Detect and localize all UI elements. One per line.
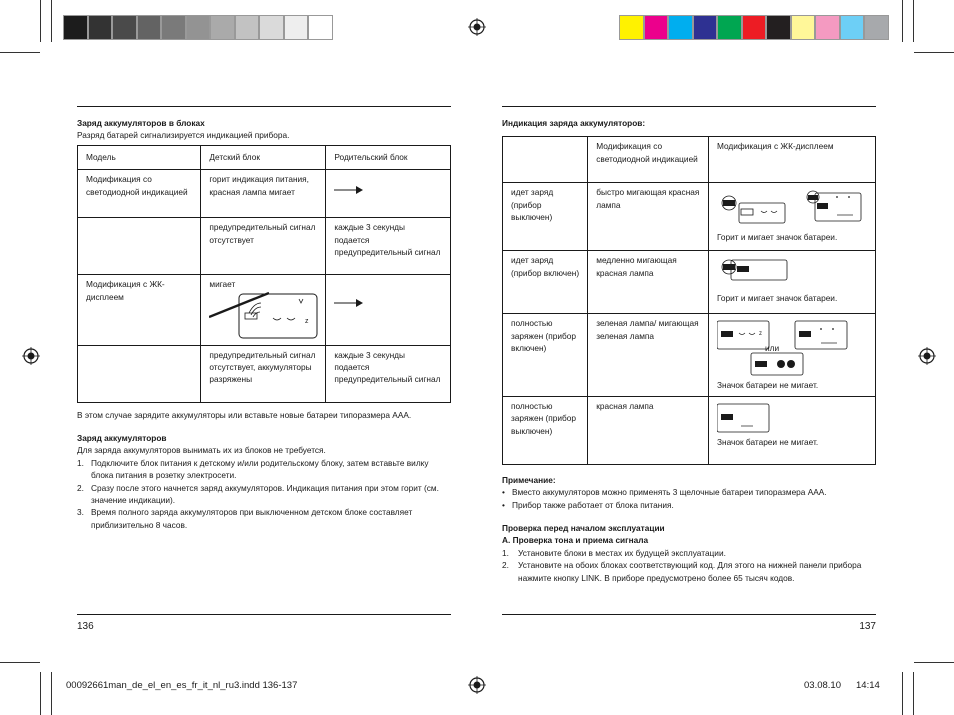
table-cell [201, 275, 326, 345]
note-title: Примечание: [502, 474, 556, 485]
list-item: 3. Время полного заряда аккумуляторов при выключенном детском блоке составляет приблизительно 8 часов. [77, 507, 413, 530]
table-cell [708, 314, 875, 396]
crop-mark [902, 0, 903, 42]
table-cell [78, 218, 201, 275]
table-header-cell: Модификация с ЖК-дисплеем [708, 137, 875, 183]
crop-mark [0, 662, 40, 663]
color-swatch [766, 15, 791, 40]
table-header-cell: Модификация со светодиодной индикацией [588, 137, 709, 183]
footer-rule-left [77, 614, 451, 615]
color-swatch [161, 15, 186, 40]
lcd-fully-charged-icon [717, 319, 867, 377]
color-swatch-bar [619, 15, 889, 40]
color-swatch [791, 15, 816, 40]
section-intro: Разряд батарей сигнализируется индикацией прибора. [77, 130, 290, 141]
right-page [502, 117, 876, 584]
table-cell: предупредительный сигнал отсутствует, аккумуляторы разряжены [201, 345, 326, 402]
table-cell: идет заряд (прибор выключен) [503, 183, 588, 251]
lcd-display-blinking-battery-icon [209, 291, 321, 341]
registration-mark-icon [468, 18, 486, 36]
list-item: 2. Установите на обоих блоках соответствующий код. Для этого на нижней панели прибора нажмите кнопку LINK. В приборе предусмотрено более 65 тысяч кодов. [502, 560, 862, 583]
table-cell [326, 170, 451, 218]
table-row [78, 275, 451, 345]
crop-mark [914, 52, 954, 53]
crop-mark [902, 672, 903, 715]
lcd-description: Горит и мигает значок батареи. [716, 293, 838, 304]
registration-mark-icon [918, 347, 936, 365]
color-swatch [210, 15, 235, 40]
table-cell: медленно мигающая красная лампа [588, 251, 709, 314]
subsection-title: A. Проверка тона и приема сигнала [502, 535, 649, 546]
crop-mark [914, 662, 954, 663]
table-header-cell: Родительский блок [326, 145, 451, 169]
table-row [78, 345, 451, 402]
page-number-right: 137 [859, 621, 876, 632]
table-cell [326, 275, 451, 345]
page-number-left: 136 [77, 621, 94, 632]
list-item: • Прибор также работает от блока питания. [502, 499, 674, 510]
color-swatch [112, 15, 137, 40]
registration-mark-icon [468, 676, 486, 694]
or-label: или [764, 343, 780, 354]
print-date: 03.08.10 [804, 680, 841, 691]
left-page [77, 117, 451, 531]
table-row [503, 251, 876, 314]
table-row [503, 314, 876, 396]
table-cell [708, 251, 875, 314]
table-cell: полностью заряжен (прибор выключен) [503, 396, 588, 464]
table-header-cell [503, 137, 588, 183]
table-cell: полностью заряжен (прибор включен) [503, 314, 588, 396]
table-cell: предупредительный сигнал отсутствует [201, 218, 326, 275]
crop-mark [913, 0, 914, 42]
color-swatch [308, 15, 333, 40]
crop-mark [51, 0, 52, 42]
blink-label: мигает [209, 279, 236, 290]
color-swatch [668, 15, 693, 40]
color-swatch [693, 15, 718, 40]
color-swatch [259, 15, 284, 40]
arrow-right-icon [334, 185, 364, 195]
header-rule-left [77, 106, 451, 107]
color-swatch [742, 15, 767, 40]
after-table-text: В этом случае зарядите аккумуляторы или вставьте новые батареи типоразмера AAA. [77, 409, 412, 420]
arrow-right-icon [334, 298, 364, 308]
color-swatch [619, 15, 644, 40]
section-title-charging: Заряд аккумуляторов [77, 433, 167, 444]
crop-mark [40, 0, 41, 42]
svg-text:z: z [305, 317, 309, 325]
table-header-row [78, 145, 451, 169]
table-cell: идет заряд (прибор включен) [503, 251, 588, 314]
table-cell: быстро мигающая красная лампа [588, 183, 709, 251]
list-item: 1. Установите блоки в местах их будущей эксплуатации. [502, 547, 726, 558]
table-header-row [503, 137, 876, 183]
table-cell: зеленая лампа/ мигающая зеленая лампа [588, 314, 709, 396]
footer-rule-right [502, 614, 876, 615]
lcd-charging-on-icon [717, 256, 797, 282]
table-row [503, 396, 876, 464]
section-title-charging-in-units: Заряд аккумуляторов в блоках [77, 118, 205, 128]
svg-text:z: z [758, 331, 762, 338]
section-title-pre-check: Проверка перед началом эксплуатации [502, 523, 665, 534]
color-swatch [840, 15, 865, 40]
crop-mark [0, 52, 40, 53]
color-swatch [284, 15, 309, 40]
list-item: 1. Подключите блок питания к детскому и/или родительскому блоку, затем вставьте вилку блока питания в розетку электросети. [77, 457, 429, 481]
lcd-description: Горит и мигает значок батареи. [716, 232, 838, 243]
table-cell: красная лампа [588, 396, 709, 464]
table-cell [78, 345, 201, 402]
table-row [78, 218, 451, 275]
pre-check-steps [502, 547, 876, 584]
section-intro: Для заряда аккумуляторов вынимать их из блоков не требуется. [77, 445, 326, 456]
color-swatch [644, 15, 669, 40]
charge-indication-table [502, 136, 876, 464]
charging-table [77, 145, 451, 403]
lcd-charged-off-icon [717, 402, 773, 434]
bullet-icon: • [502, 499, 505, 510]
crop-mark [913, 672, 914, 715]
color-swatch [88, 15, 113, 40]
registration-mark-icon [22, 347, 40, 365]
list-item: • Вместо аккумуляторов можно применять 3 щелочные батареи типоразмера AAA. [502, 487, 827, 498]
charging-steps [77, 457, 451, 531]
file-info: 00092661man_de_el_en_es_fr_it_nl_ru3.indd 136-137 [66, 680, 298, 691]
color-swatch [235, 15, 260, 40]
table-cell: Модификация с ЖК-дисплеем [78, 275, 201, 345]
color-swatch [63, 15, 88, 40]
color-swatch [717, 15, 742, 40]
print-time: 14:14 [856, 680, 880, 691]
color-swatch [864, 15, 889, 40]
header-rule-right [502, 106, 876, 107]
crop-mark [51, 672, 52, 715]
color-swatch [815, 15, 840, 40]
lcd-charging-blink-icon [717, 189, 862, 225]
color-swatch [186, 15, 211, 40]
table-cell: Модификация со светодиодной индикацией [78, 170, 201, 218]
color-swatch [137, 15, 162, 40]
table-cell: каждые 3 секунды подается предупредительный сигнал [326, 218, 451, 275]
section-title-charge-indication: Индикация заряда аккумуляторов: [502, 118, 646, 128]
list-item: 2. Сразу после этого начнется заряд аккумуляторов. Индикация питания при этом горит (см. значение индикации). [77, 482, 439, 506]
lcd-description: Значок батареи не мигает. [716, 380, 819, 391]
table-cell: каждые 3 секунды подается предупредительный сигнал [326, 345, 451, 402]
crop-mark [40, 672, 41, 715]
table-header-cell: Детский блок [201, 145, 326, 169]
lcd-description: Значок батареи не мигает. [716, 436, 819, 447]
table-cell [708, 183, 875, 251]
table-cell [708, 396, 875, 464]
table-header-cell: Модель [78, 145, 201, 169]
table-row [503, 183, 876, 251]
table-row [78, 170, 451, 218]
bullet-icon: • [502, 487, 505, 498]
notes-list [502, 486, 876, 511]
table-cell: горит индикация питания, красная лампа мигает [201, 170, 326, 218]
gray-swatch-bar [63, 15, 333, 40]
